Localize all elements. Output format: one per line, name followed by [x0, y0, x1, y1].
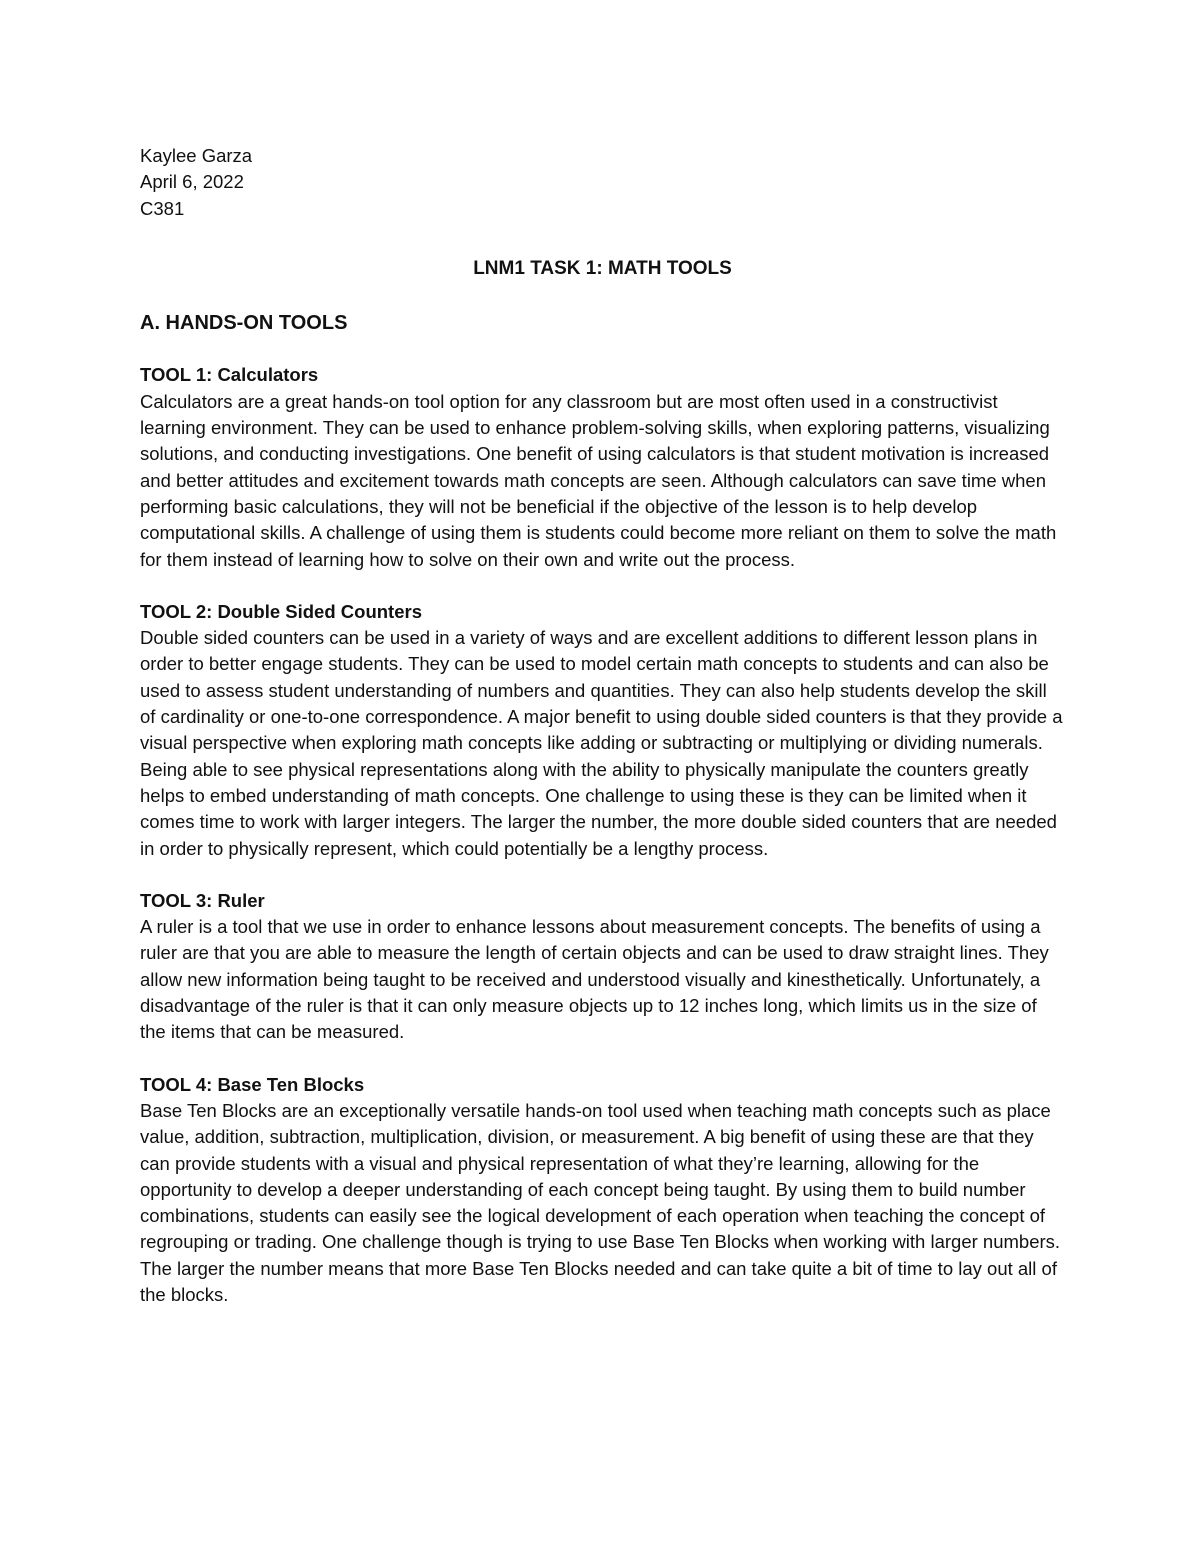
- document-title: LNM1 TASK 1: MATH TOOLS: [473, 257, 732, 279]
- author-name: Kaylee Garza: [140, 145, 253, 166]
- tool-heading: TOOL 2: Double Sided Counters: [140, 600, 422, 622]
- tool-heading: TOOL 3: Ruler: [140, 889, 265, 911]
- tool-body: Double sided counters can be used in a variety of ways and are excellent additions to different lesson plans in order to better engage students. They can be used to model certain math concepts to students and can also be used to assess student understanding of numbers and quantities. They can also help students develop the skill of cardinality or one-to-one correspondence. A major benefit to using double sided counters is that they provide a visual perspective when exploring math concepts like adding or subtracting or multiplying or dividing numerals. Being able to see physical representations along with the ability to physically manipulate the counters greatly helps to embed understanding of math concepts. One challenge to using these is they can be limited when it comes time to work with larger integers. The larger the number, the more double sided counters that are needed in order to physically represent, which could potentially be a lengthy process.: [140, 627, 1063, 859]
- tool-section-ruler: [140, 888, 1065, 1046]
- course-code: C381: [140, 197, 185, 219]
- tool-section-double-sided-counters: [140, 599, 1065, 862]
- tool-heading: TOOL 4: Base Ten Blocks: [140, 1073, 365, 1095]
- section-heading: A. HANDS-ON TOOLS: [140, 312, 348, 335]
- tool-section-calculators: [140, 362, 1065, 572]
- document-content: [140, 143, 1065, 1308]
- tool-body: Base Ten Blocks are an exceptionally versatile hands-on tool used when teaching math concepts such as place value, addition, subtraction, multiplication, division, or measurement. A big benefit of using these are that they can provide students with a visual and physical representation of what they’re learning, allowing for the opportunity to develop a deeper understanding of each concept being taught. By using them to build number combinations, students can easily see the logical development of each operation when teaching the concept of regrouping or trading. One challenge though is trying to use Base Ten Blocks when working with larger numbers. The larger the number means that more Base Ten Blocks needed and can take quite a bit of time to lay out all of the blocks.: [140, 1099, 1061, 1305]
- document-date: April 6, 2022: [140, 171, 244, 193]
- tool-body: Calculators are a great hands-on tool option for any classroom but are most often used in a constructivist learning environment. They can be used to enhance problem-solving skills, when exploring patterns, visualizing solutions, and conducting investigations. One benefit of using calculators is that student motivation is increased and better attitudes and excitement towards math concepts are seen. Although calculators can save time when performing basic calculations, they will not be beneficial if the objective of the lesson is to help develop computational skills. A challenge of using them is students could become more reliant on them to solve the math for them instead of learning how to solve on their own and write out the process.: [140, 390, 1057, 570]
- tool-body: A ruler is a tool that we use in order to enhance lessons about measurement concepts. The benefits of using a ruler are that you are able to measure the length of certain objects and can be used to draw straight lines. They allow new information being taught to be received and understood visually and kinesthetically. Unfortunately, a disadvantage of the ruler is that it can only measure objects up to 12 inches long, which limits us in the size of the items that can be measured.: [140, 916, 1049, 1043]
- tool-section-base-ten-blocks: [140, 1072, 1065, 1309]
- tool-heading: TOOL 1: Calculators: [140, 364, 319, 386]
